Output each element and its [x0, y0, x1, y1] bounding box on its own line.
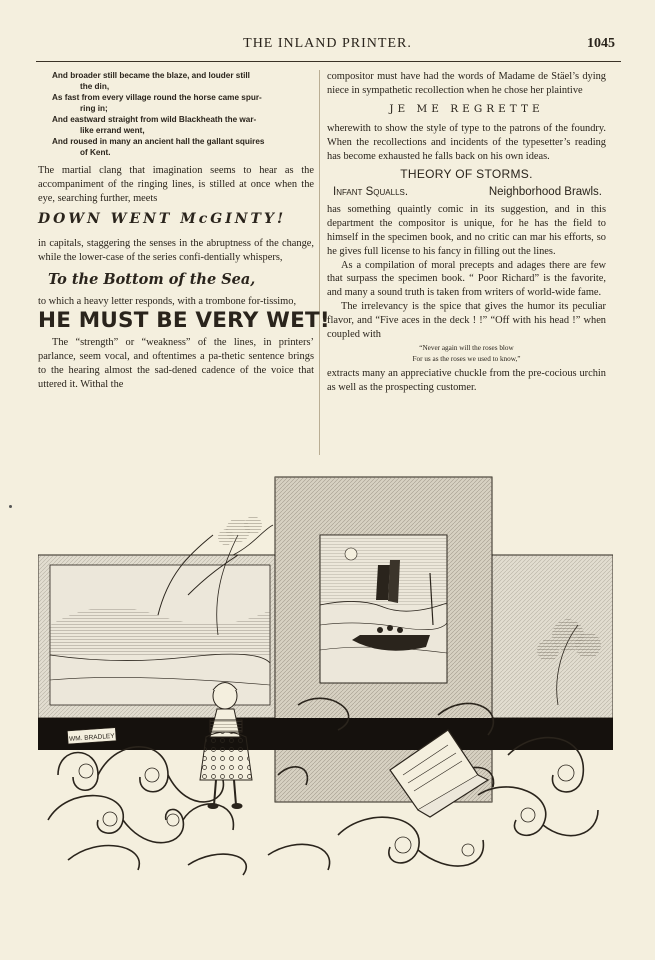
paragraph: in capitals, staggering the senses in the abruptness of the change, while the lower-case of the series confi-dentially whispers,: [38, 238, 314, 263]
poem-line: the din,: [80, 81, 110, 92]
poem-line: of Kent.: [80, 147, 111, 158]
paragraph: The “strength” or “weakness” of the lines, in printers’ parlance, seem vocal, and oftentimes a pa-thetic sentence brings to the hearing almost the sad-dened cadence of the voice that uttered it. Withal the: [38, 337, 314, 390]
paragraph: wherewith to show the style of type to the patrons of the foundry. When the recollections and incidents of the typesetter’s reading has become exhausted he falls back on his own ideas.: [327, 123, 606, 162]
type-specimen-bottom-of-sea: To the Bottom of the Sea,: [48, 270, 256, 288]
paragraph: to which a heavy letter responds, with a trombone for-tissimo,: [38, 295, 297, 307]
seascape-picture: [320, 535, 447, 683]
poem-line: And eastward straight from wild Blackheath the war-: [52, 114, 257, 125]
paragraph: As a compilation of moral precepts and adages there are few that surpass the specimen book. “ Poor Richard” is the favorite, and many a sound truth is taken from writers of world-wide fame.: [327, 259, 606, 299]
subline-left: Infant Squalls.: [333, 185, 409, 198]
type-specimen-very-wet: HE MUST BE VERY WET!: [38, 308, 330, 334]
paragraph: compositor must have had the words of Madame de Stäel’s dying niece in sympathetic recollection when he chose her plaintive: [327, 71, 606, 96]
poem-line: ring in;: [80, 103, 108, 114]
page-number: 1045: [587, 36, 615, 51]
poem-line: And broader still became the blaze, and louder still: [52, 70, 250, 81]
svg-text:WM. BRADLEY: WM. BRADLEY: [68, 732, 115, 743]
paragraph: has something quaintly comic in its suggestion, and in this department the compositor is unique, for he has the field to himself in the specimen book, and no critic can mar his efforts, so he gives full license to his fancy in filling out the lines.: [327, 204, 606, 257]
poem-line: And roused in many an ancient hall the gallant squires: [52, 136, 265, 147]
stray-mark: [9, 505, 12, 508]
roses-quotation: [327, 343, 606, 365]
page-header: [0, 36, 655, 56]
poem-line: like errand went,: [80, 125, 145, 136]
subline-right: Neighborhood Brawls.: [488, 185, 602, 198]
running-title: THE INLAND PRINTER.: [243, 36, 412, 51]
right-column: [327, 70, 606, 395]
paragraph: The martial clang that imagination seems to hear as the accompaniment of the ringing lines, is stilled at once when the eye, searching further, meets: [38, 165, 314, 204]
type-specimen-je-me-regrette: JE ME REGRETTE: [389, 102, 544, 115]
roses-line: “Never again will the roses blow: [419, 344, 514, 353]
type-specimen-subline: [333, 186, 602, 200]
paragraph: extracts many an appreciative chuckle from the pre-cocious urchin as well as the prospecting customer.: [327, 368, 606, 394]
left-column: [38, 70, 330, 391]
paragraph: The irrelevancy is the spice that gives the humor its peculiar flavor, and “Five aces in the deck ! !” “Off with his head !” when coupled with: [327, 300, 606, 340]
dark-band: [38, 718, 613, 750]
column-divider: [319, 70, 320, 455]
poem-line: As fast from every village round the horse came spur-: [52, 92, 262, 103]
roses-line: For us as the roses we used to know,”: [412, 355, 521, 364]
poem-quotation: [52, 70, 314, 158]
type-specimen-mcginty: DOWN WENT McGINTY!: [38, 211, 287, 228]
decorative-illustration: [38, 475, 613, 895]
type-specimen-theory-of-storms: THEORY OF STORMS.: [400, 166, 533, 181]
header-rule: [36, 61, 621, 62]
